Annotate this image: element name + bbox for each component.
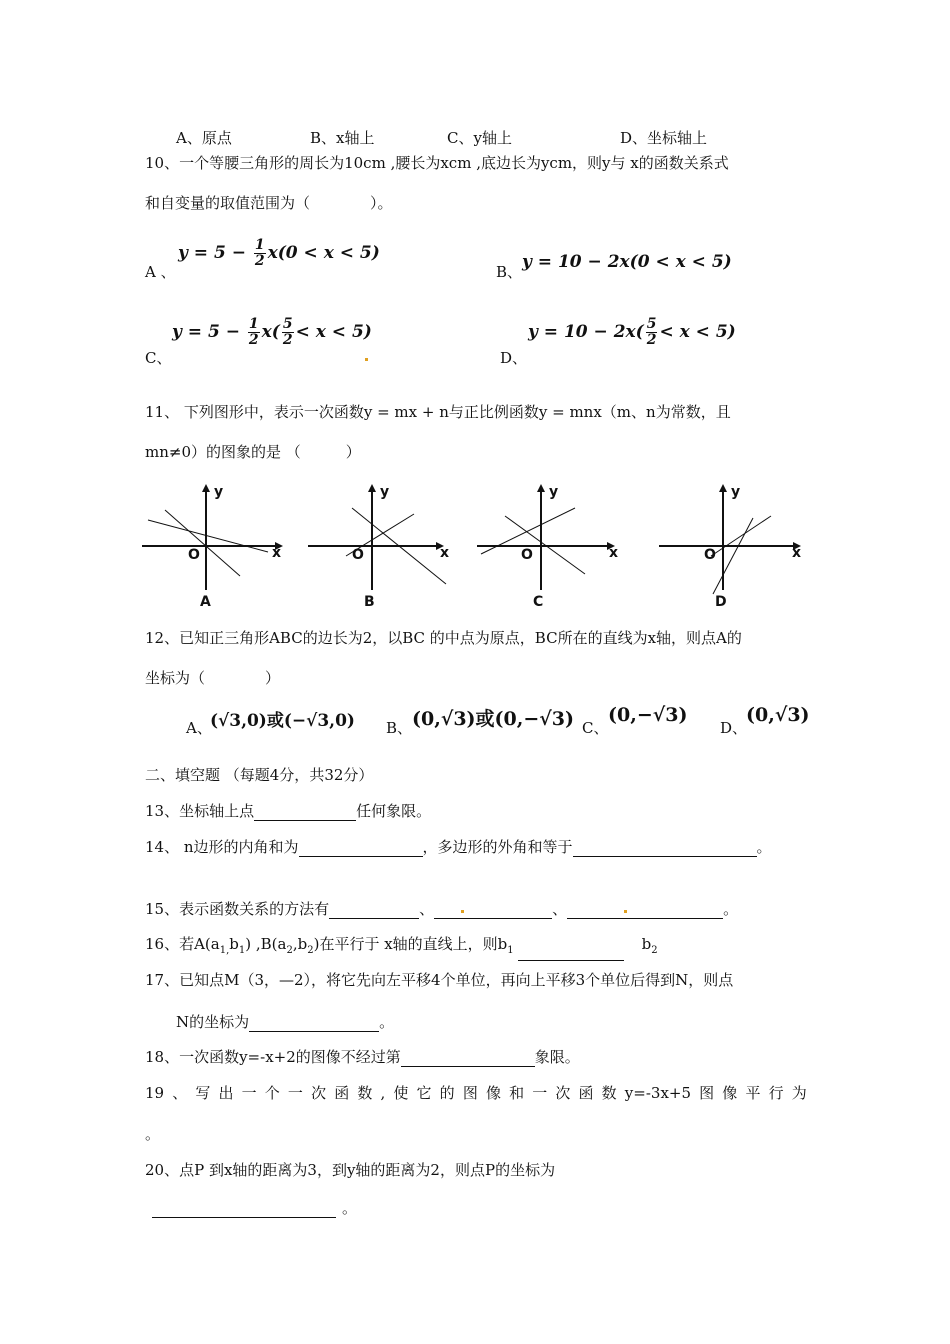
fraction-five-halves: $\frac{5}{2}$ [282,316,293,348]
q19-word: 一 [532,1084,548,1102]
y-axis-arrow-icon [719,484,727,492]
q9-option-d: D、坐标轴上 [620,129,708,147]
q19-word: 它 [416,1084,432,1102]
q16: 16、若$A(a_{1,}b_1)$ $,B(a_2,b_2)$在平行于 x轴的直线上，则$b_1$ $b_2$ [145,934,658,961]
answer-blank[interactable] [249,1015,379,1032]
stray-mark [624,910,627,913]
answer-blank[interactable] [434,902,552,919]
q9-option-b: B、x轴上 [310,129,375,147]
q10-option-d-label: D、 [500,349,528,367]
q12-option-c-label: C、 [582,719,609,737]
q10-line1: 10、一个等腰三角形的周长为10cm ,腰长为xcm ,底边长为ycm，则y与 x的函数关系式 [145,154,729,172]
stray-mark [461,910,464,913]
graph-d-label: D [715,594,727,610]
q19-word: 一 [241,1084,257,1102]
q12-option-b-label: B、 [386,719,413,737]
q10-option-c-label: C、 [145,349,172,367]
q10-option-a-expr: y = 5 − $\frac{1}{2}$ x(0 < x < 5) [178,237,380,269]
graph-c-x-label: x [609,545,619,561]
q14: 14、 n边形的内角和为 ，多边形的外角和等于 。 [145,838,772,856]
line-1 [711,516,771,556]
answer-blank[interactable] [329,902,419,919]
q17-line1: 17、已知点M（3，—2），将它先向左平移4个单位，再向上平移3个单位后得到N，则点 [145,971,734,989]
q19-word: 次 [555,1084,571,1102]
q11-line1: 11、 下列图形中，表示一次函数y = mx + n与正比例函数y = mnx（m、n为常数，且 [145,403,731,421]
q15: 15、表示函数关系的方法有 、 、 。 [145,900,739,918]
graph-b-x-label: x [440,545,450,561]
q19-word: y=-3x+5 [624,1084,692,1102]
q19-word: 和 [509,1084,525,1102]
graph-b-y-label: y [380,484,390,500]
q19-word: 行 [768,1084,784,1102]
q19-word: 函 [334,1084,350,1102]
graph-c-origin: O [521,547,533,563]
stray-mark [365,358,368,361]
fraction-one-half: $\frac{1}{2}$ [248,316,259,348]
fraction-one-half: $\frac{1}{2}$ [254,237,265,269]
q19-word: 个 [264,1084,280,1102]
q12-option-a-label: A、 [186,719,212,737]
graph-d-y-label: y [731,484,741,500]
q19-word: 平 [745,1084,761,1102]
answer-blank[interactable] [567,902,723,919]
q11-line2: mn≠0）的图象的是 （ ） [145,443,361,461]
line-2 [165,510,240,576]
q20-line1: 20、点P 到x轴的距离为3，到y轴的距离为2，则点P的坐标为 [145,1161,556,1179]
q19-word: 一 [287,1084,303,1102]
q19-word: 为 [791,1084,807,1102]
answer-blank[interactable] [518,944,624,961]
graph-a-y-label: y [214,484,224,500]
q19-word: 数 [601,1084,617,1102]
q19-word: 的 [439,1084,455,1102]
q20-line2: 。 [152,1198,357,1218]
section-title-fill-in: 二、填空题 （每题4分，共32分） [145,766,374,784]
q10-option-d-expr: y = 10 − 2x( $\frac{5}{2}$ < x < 5) [528,316,736,348]
q12-option-c-expr: (0,−√3) [608,704,688,726]
answer-blank[interactable] [573,840,757,857]
q19-word: 像 [485,1084,501,1102]
q9-option-a: A、原点 [176,129,232,147]
graph-d-origin: O [704,547,716,563]
q18: 18、一次函数y=-x+2的图像不经过第 象限。 [145,1048,580,1066]
q19-word: 像 [722,1084,738,1102]
q19-word: 数 [357,1084,373,1102]
graph-a-label: A [200,594,211,610]
q19-word: 图 [699,1084,715,1102]
q19-word: , [380,1084,386,1102]
q19-word: 函 [578,1084,594,1102]
q12-option-b-expr: (0,√3)或(0,−√3) [412,708,575,730]
q19-word: 使 [393,1084,409,1102]
q10-option-b-expr: y = 10 − 2x(0 < x < 5) [522,252,732,272]
y-axis-arrow-icon [537,484,545,492]
answer-blank[interactable] [254,804,356,821]
q19-word: 出 [218,1084,234,1102]
q19-line2: 。 [145,1125,161,1143]
answer-blank[interactable] [299,840,423,857]
line-2 [713,518,753,594]
q19-line1 [145,1083,807,1103]
graph-a-x-label: x [272,545,282,561]
graph-d-x-label: x [792,545,802,561]
q19-word: 次 [311,1084,327,1102]
graph-c-label: C [533,594,544,610]
q10-option-b-label: B、 [496,263,523,281]
q12-option-d-expr: (0,√3) [746,704,810,726]
q19-word: 图 [462,1084,478,1102]
q12-line2: 坐标为（ ） [145,669,281,687]
y-axis-arrow-icon [368,484,376,492]
q10-line2: 和自变量的取值范围为（ ）。 [145,194,393,212]
fraction-five-halves: $\frac{5}{2}$ [646,316,657,348]
q13: 13、坐标轴上点 任何象限。 [145,802,432,820]
graph-a-origin: O [188,547,200,563]
q17-line2: N的坐标为 。 [176,1013,395,1031]
q12-option-d-label: D、 [720,719,748,737]
graph-b-label: B [364,594,375,610]
answer-blank[interactable] [152,1201,336,1218]
graph-c-y-label: y [549,484,559,500]
q10-option-a-label: A 、 [145,263,176,281]
q10-option-c-expr: y = 5 − $\frac{1}{2}$ x( $\frac{5}{2}$ < x < 5) [172,316,372,348]
q12-option-a-expr: (√3,0)或(−√3,0) [210,711,355,731]
graph-b-origin: O [352,547,364,563]
q12-line1: 12、已知正三角形ABC的边长为2，以BC 的中点为原点，BC所在的直线为x轴，则点A的 [145,629,742,647]
y-axis-arrow-icon [202,484,210,492]
q19-word: 19 [145,1084,165,1102]
q19-word: 写 [195,1084,211,1102]
answer-blank[interactable] [401,1050,535,1067]
q19-word: 、 [172,1084,188,1102]
q9-option-c: C、y轴上 [447,129,512,147]
